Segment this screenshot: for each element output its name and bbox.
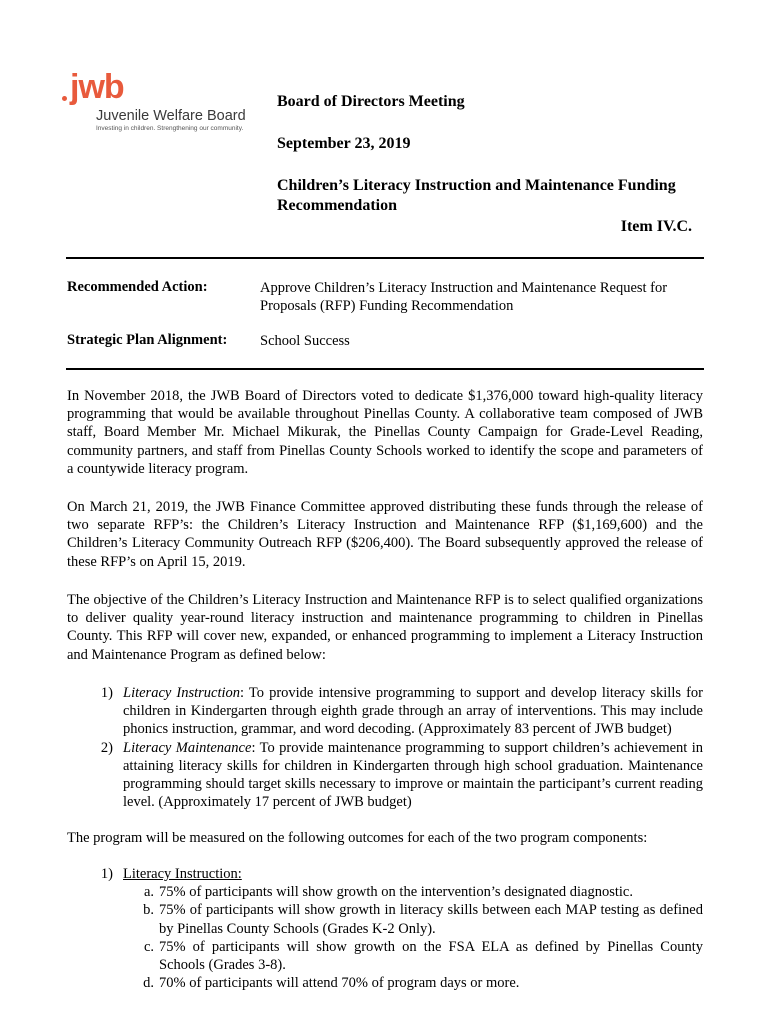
recommended-action-value: Approve Children’s Literacy Instruction and Maintenance Request for Proposals (RFP) Funding Recommendation [260, 280, 668, 314]
outcomes-list [67, 865, 703, 992]
list-item-text [115, 739, 703, 812]
list-item [67, 974, 703, 992]
list-item [67, 938, 703, 974]
body-paragraph: The program will be measured on the following outcomes for each of the two program components: [67, 830, 648, 846]
component-name: Literacy Instruction [123, 685, 241, 701]
outcome-text: 75% of participants will show growth on the FSA ELA as defined by Pinellas County Schools (Grades 3-8). [159, 938, 703, 974]
outcomes-heading: Literacy Instruction: [123, 866, 242, 882]
meeting-heading: Board of Directors Meeting [277, 93, 465, 110]
list-item [67, 684, 703, 739]
logo-org-name: Juvenile Welfare Board [96, 108, 246, 124]
jwb-logo [60, 68, 260, 132]
outcomes-heading-row [67, 865, 703, 883]
outcome-letter: b. [143, 902, 154, 919]
item-number: Item IV.C. [620, 218, 692, 235]
logo-tagline: Investing in children. Strengthening our community. [96, 125, 244, 132]
outcome-letter: a. [143, 884, 154, 901]
body-paragraph: The objective of the Children’s Literacy Instruction and Maintenance RFP is to select qualified organizations to deliver quality year-round literacy instruction and maintenance programming to children in Pinellas County. This RFP will cover new, expanded, or enhanced programming to implement a Literacy Instruction and Maintenance Program as defined below: [67, 592, 703, 663]
outcome-text: 75% of participants will show growth in literacy skills between each MAP testing as defined by Pinellas County Schools (Grades K-2 Only). [159, 902, 703, 937]
component-description: : To provide maintenance programming to support children’s achievement in attaining literacy skills for children in Kindergarten through high school graduation. Maintenance programming should target skills necessary to improve or maintain the participant’s current reading level. (Approximately 17 percent of JWB budget) [123, 739, 703, 811]
list-number: 1) [100, 685, 113, 701]
list-item [67, 901, 703, 937]
list-number: 1) [100, 866, 113, 882]
strategic-plan-value: School Success [260, 333, 350, 349]
list-item [67, 739, 703, 812]
component-name: Literacy Maintenance [123, 739, 252, 756]
component-description: : To provide intensive programming to support and develop literacy skills for children in Kindergarten through eighth grade through an array of interventions. This may include phonics instruction, grammar, and word decoding. (Approximately 83 percent of JWB budget) [123, 685, 703, 738]
list-item [67, 883, 703, 901]
top-divider [66, 257, 704, 259]
body-paragraph: On March 21, 2019, the JWB Finance Committee approved distributing these funds through the release of two separate RFP’s: the Children’s Literacy Instruction and Maintenance RFP ($1,169,600) and the Children’s Literacy Community Outreach RFP ($206,400). The Board subsequently approved the release of these RFP’s on April 15, 2019. [67, 499, 703, 570]
program-components-list [67, 684, 703, 811]
strategic-plan-label: Strategic Plan Alignment: [67, 332, 228, 348]
logo-wordmark: jwb [70, 68, 124, 106]
document-title: Children’s Literacy Instruction and Maintenance Funding Recommendation [277, 177, 676, 214]
list-number: 2) [100, 739, 113, 756]
outcome-letter: d. [143, 975, 154, 992]
recommended-action-label: Recommended Action: [67, 279, 208, 295]
bottom-divider [66, 368, 704, 370]
list-item-text [115, 684, 703, 739]
outcome-text: 70% of participants will attend 70% of program days or more. [159, 975, 520, 992]
meeting-date: September 23, 2019 [277, 135, 411, 152]
outcome-letter: c. [143, 938, 154, 955]
body-paragraph: In November 2018, the JWB Board of Directors voted to dedicate $1,376,000 toward high-quality literacy programming that would be available throughout Pinellas County. A collaborative team composed of JWB staff, Board Member Mr. Michael Mikurak, the Pinellas County Campaign for Grade-Level Reading, community partners, and staff from Pinellas County Schools worked to identify the scope and parameters of a countywide literacy program. [67, 388, 703, 477]
outcome-text: 75% of participants will show growth on the intervention’s designated diagnostic. [159, 884, 633, 901]
logo-dot-icon [62, 96, 67, 101]
